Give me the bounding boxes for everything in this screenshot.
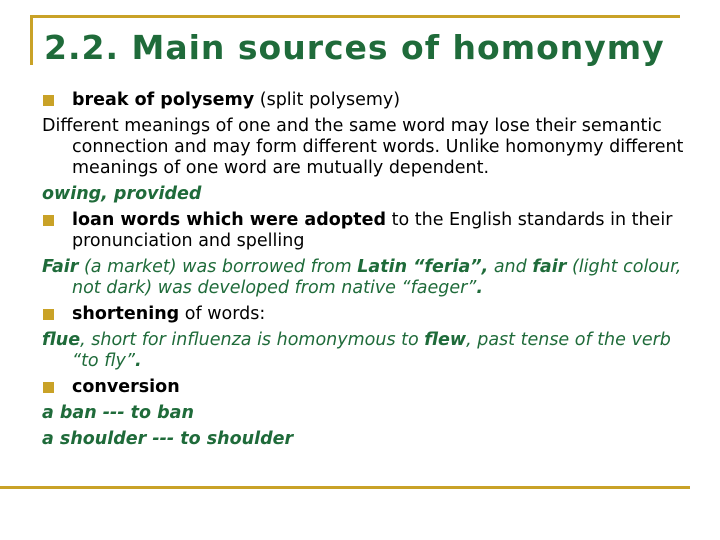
bullet-heading: conversion: [72, 377, 180, 397]
example-conversion-shoulder: a shoulder --- to shoulder: [42, 429, 294, 449]
square-bullet-icon: [43, 215, 54, 226]
example-word: Fair: [42, 257, 79, 277]
bullet-item-shortening: [42, 304, 692, 325]
left-rule: [30, 15, 33, 65]
example-text: , past tense of the verb “to fly”: [72, 330, 671, 371]
slide-title: 2.2. Main sources of homonymy: [44, 28, 665, 67]
example-word: Latin “feria”,: [357, 257, 489, 277]
top-rule: [30, 15, 680, 18]
bullet-item-break-of-polysemy: [42, 90, 692, 111]
example-word: fair: [532, 257, 567, 277]
bullet-heading: shortening: [72, 304, 180, 324]
example-polysemy: owing, provided: [42, 184, 202, 204]
example-end: .: [476, 278, 484, 298]
example-text: , short for influenza is homonymous to: [80, 330, 425, 350]
bottom-rule: [0, 486, 690, 489]
bullet-heading: loan words which were adopted: [72, 210, 387, 230]
bullet-text: (split polysemy): [254, 90, 401, 110]
bullet-item-conversion: [42, 377, 692, 398]
bullet-text: to the English standards in their pronunciation and spelling: [72, 210, 673, 251]
explanation-paragraph: Different meanings of one and the same word may lose their semantic connection and may form different words. Unlike homonymy different meanings of one word are mutually dependent.: [42, 116, 684, 178]
example-end: .: [134, 351, 142, 371]
example-text: and: [488, 257, 533, 277]
slide-content: [42, 90, 692, 455]
bullet-heading: break of polysemy: [72, 90, 255, 110]
example-shortening: [42, 330, 692, 372]
square-bullet-icon: [43, 309, 54, 320]
square-bullet-icon: [43, 382, 54, 393]
example-word: flue: [42, 330, 81, 350]
example-text: (a market) was borrowed from: [78, 257, 358, 277]
example-text: (light colour, not dark) was developed from native “faeger”: [72, 257, 682, 298]
square-bullet-icon: [43, 95, 54, 106]
bullet-text: of words:: [179, 304, 266, 324]
example-loan-words: [42, 257, 692, 299]
example-word: flew: [424, 330, 467, 350]
bullet-item-loan-words: [42, 210, 692, 252]
example-conversion-ban: a ban --- to ban: [42, 403, 194, 423]
